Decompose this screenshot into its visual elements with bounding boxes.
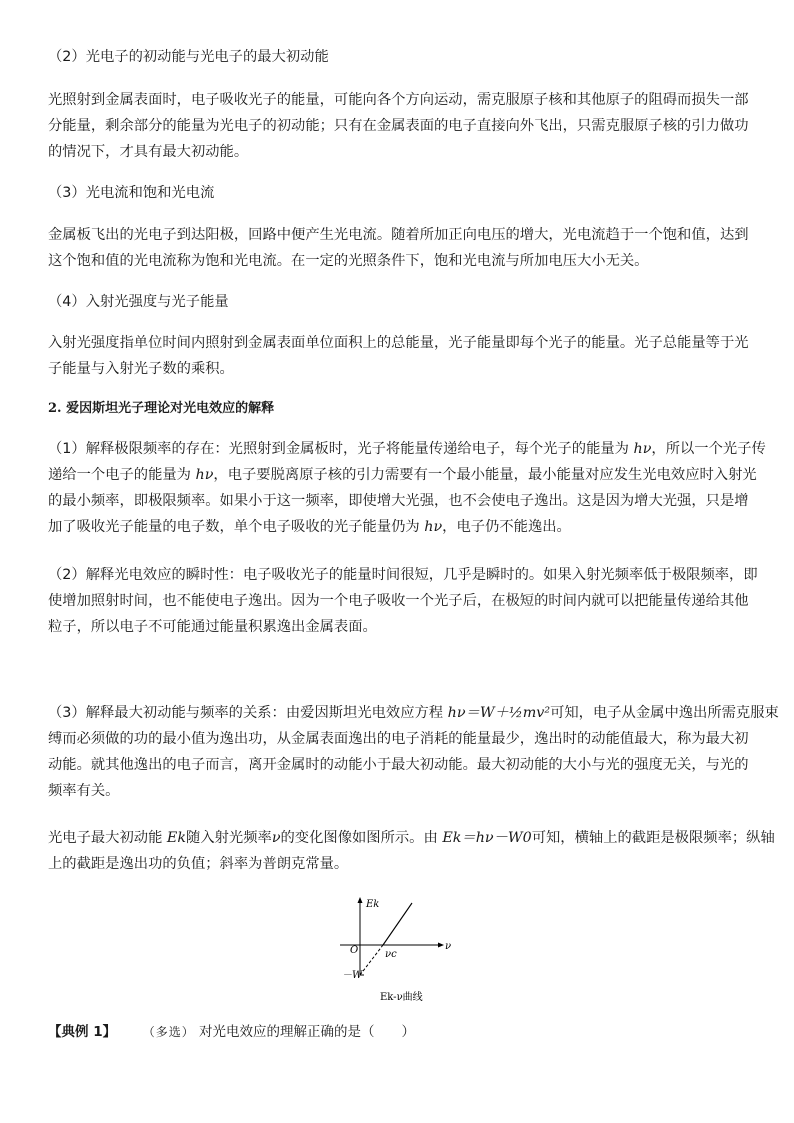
text-line: 上的截距是逸出功的负值；斜率为普朗克常量。 (48, 856, 349, 872)
multi-choice-tag: （多选） (142, 1025, 195, 1039)
hv-symbol: hν (195, 467, 214, 483)
threshold-frequency-label: νc (385, 949, 397, 960)
heading-3: （3）光电流和饱和光电流 (48, 185, 215, 201)
paragraph-threshold-frequency (48, 436, 766, 540)
text-segment: （3）解释最大初动能与频率的关系：由爱因斯坦光电效应方程 (48, 705, 448, 721)
paragraph-instantaneity (48, 562, 758, 640)
example-1 (48, 1020, 415, 1040)
paragraph-initial-kinetic-energy (48, 87, 748, 165)
ek-line-dashed-extension (360, 945, 383, 975)
example-question: 对光电效应的理解正确的是（ ） (199, 1024, 415, 1040)
text-segment: （1）解释极限频率的存在：光照射到金属板时，光子将能量传递给电子，每个光子的能量为 (48, 441, 634, 457)
x-axis-label: ν (445, 941, 452, 952)
text-line: 频率有关。 (48, 783, 120, 799)
neg-work-function-label: －W (342, 970, 363, 981)
text-segment: 加了吸收光子能量的电子数，单个电子吸收的光子能量仍为 (48, 519, 425, 535)
x-axis-arrow (438, 943, 444, 948)
text-line: 分能量，剩余部分的能量为光电子的初动能；只有在金属表面的电子直接向外飞出，只需克服原子核的引力做功 (48, 118, 749, 134)
heading-4: （4）入射光强度与光子能量 (48, 294, 229, 310)
paragraph-light-intensity (48, 330, 748, 382)
text-segment: 的变化图像如图所示。由 (280, 830, 443, 846)
text-segment: 可知，横轴上的截距是极限频率；纵轴 (531, 830, 775, 846)
text-line (48, 514, 748, 540)
ek-equation: Ek＝hν－W0 (442, 830, 532, 846)
text-line: 的情况下，才具有最大初动能。 (48, 144, 249, 160)
text-line: 入射光强度指单位时间内照射到金属表面单位面积上的总能量，光子能量即每个光子的能量。光子总能量等于光 (48, 335, 749, 351)
text-line: 这个饱和值的光电流称为饱和光电流。在一定的光照条件下，饱和光电流与所加电压大小无关。 (48, 253, 649, 269)
text-segment: ，电子要脱离原子核的引力需要有一个最小能量，最小能量对应发生光电效应时入射光 (213, 467, 757, 483)
origin-label: O (350, 945, 359, 956)
text-segment: 递给一个电子的能量为 (48, 467, 196, 483)
text-line (48, 825, 775, 851)
einstein-equation: hν＝W＋½mv² (447, 705, 551, 721)
hv-symbol: hν (424, 519, 443, 535)
heading-2: （2）光电子的初动能与光电子的最大初动能 (48, 49, 329, 65)
text-line: 缚而必须做的功的最小值为逸出功，从金属表面逸出的电子消耗的能量最少，逸出时的动能值最大，称为最大初 (48, 731, 749, 747)
hv-symbol: hν (633, 441, 652, 457)
y-axis-label: Ek (366, 899, 380, 910)
example-tag: 【典例 1】 (48, 1024, 117, 1040)
text-line: 光照射到金属表面时，电子吸收光子的能量，可能向各个方向运动，需克服原子核和其他原子的阻碍而损失一部 (48, 92, 749, 108)
ek-nu-graph (330, 895, 460, 1010)
text-segment: 光电子最大初动能 (48, 830, 167, 846)
figure-caption: Ek-ν曲线 (380, 992, 423, 1003)
text-line: 的最小频率，即极限频率。如果小于这一频率，即使增大光强，也不会使电子逸出。这是因为增大光强，只是增 (48, 493, 749, 509)
text-segment: ，电子仍不能逸出。 (442, 519, 571, 535)
text-line (48, 700, 779, 726)
text-line: （2）解释光电效应的瞬时性：电子吸收光子的能量时间很短，几乎是瞬时的。如果入射光频率低于极限频率，即 (48, 567, 758, 583)
text-line (48, 462, 757, 488)
text-line (48, 436, 766, 462)
paragraph-max-kinetic-energy (48, 700, 779, 804)
y-axis-arrow (358, 897, 363, 903)
text-line: 使增加照射时间，也不能使电子逸出。因为一个电子吸收一个光子后，在极短的时间内就可以把能量传递给其他 (48, 593, 749, 609)
text-line: 金属板飞出的光电子到达阳极，回路中便产生光电流。随着所加正向电压的增大，光电流趋于一个饱和值，达到 (48, 227, 749, 243)
paragraph-graph-description (48, 825, 775, 877)
ek-symbol: Ek (166, 830, 187, 846)
text-line: 粒子，所以电子不可能通过能量积累逸出金属表面。 (48, 619, 377, 635)
nu-symbol: ν (271, 830, 281, 846)
section-title: 2. 爱因斯坦光子理论对光电效应的解释 (48, 401, 275, 416)
paragraph-photocurrent (48, 222, 748, 274)
text-line: 子能量与入射光子数的乘积。 (48, 361, 234, 377)
text-line: 动能。就其他逸出的电子而言，离开金属时的动能小于最大初动能。最大初动能的大小与光的强度无关，与光的 (48, 757, 749, 773)
text-segment: ，所以一个光子传 (651, 441, 766, 457)
ek-line-solid (383, 903, 412, 945)
text-segment: 可知，电子从金属中逸出所需克服束 (550, 705, 779, 721)
text-segment: 随入射光频率 (186, 830, 272, 846)
